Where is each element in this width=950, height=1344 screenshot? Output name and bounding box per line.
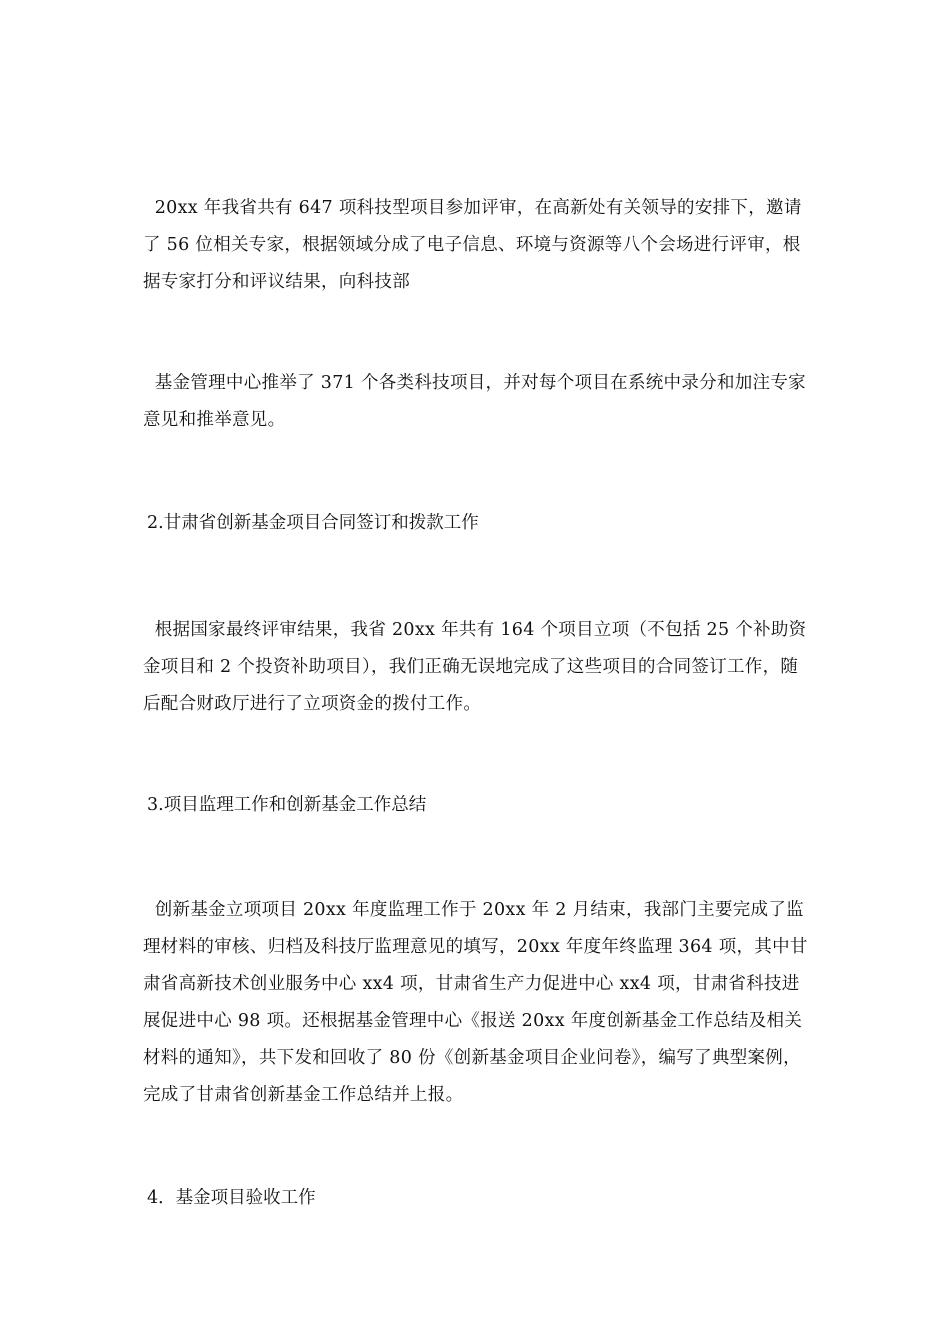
paragraph-project-approval: 根据国家最终评审结果，我省 20xx 年共有 164 个项目立项（不包括 25 个补助资金项目和 2 个投资补助项目），我们正确无误地完成了这些项目的合同签订工作，随后配合财政厅进行了立项资金的拨付工作。 bbox=[143, 620, 807, 714]
paragraph-supervision-work: 创新基金立项项目 20xx 年度监理工作于 20xx 年 2 月结束，我部门主要完成了监理材料的审核、归档及科技厅监理意见的填写，20xx 年度年终监理 364 项，其中甘肃省高新技术创业服务中心 xx4 项，甘肃省生产力促进中心 xx4 项，甘肃省科技进展促进中心 98 项。还根据基金管理中心《报送 20xx 年度创新基金工作总结及相关材料的通知》，共下发和回收了 80 份《创新基金项目企业问卷》，编写了典型案例，完成了甘肃省创新基金工作总结并上报。 bbox=[143, 900, 808, 1105]
heading-project-acceptance: 4．基金项目验收工作 bbox=[147, 1188, 316, 1208]
paragraph-review-summary: 20xx 年我省共有 647 项科技型项目参加评审，在高新处有关领导的安排下，邀请了 56 位相关专家，根据领域分成了电子信息、环境与资源等八个会场进行评审，根据专家打分和评议结果，向科技部 bbox=[143, 198, 802, 292]
heading-supervision-summary: 3.项目监理工作和创新基金工作总结 bbox=[147, 795, 427, 815]
paragraph-fund-recommendation: 基金管理中心推举了 371 个各类科技项目，并对每个项目在系统中录分和加注专家意见和推举意见。 bbox=[143, 373, 806, 430]
heading-contract-signing: 2.甘肃省创新基金项目合同签订和拨款工作 bbox=[147, 513, 479, 533]
